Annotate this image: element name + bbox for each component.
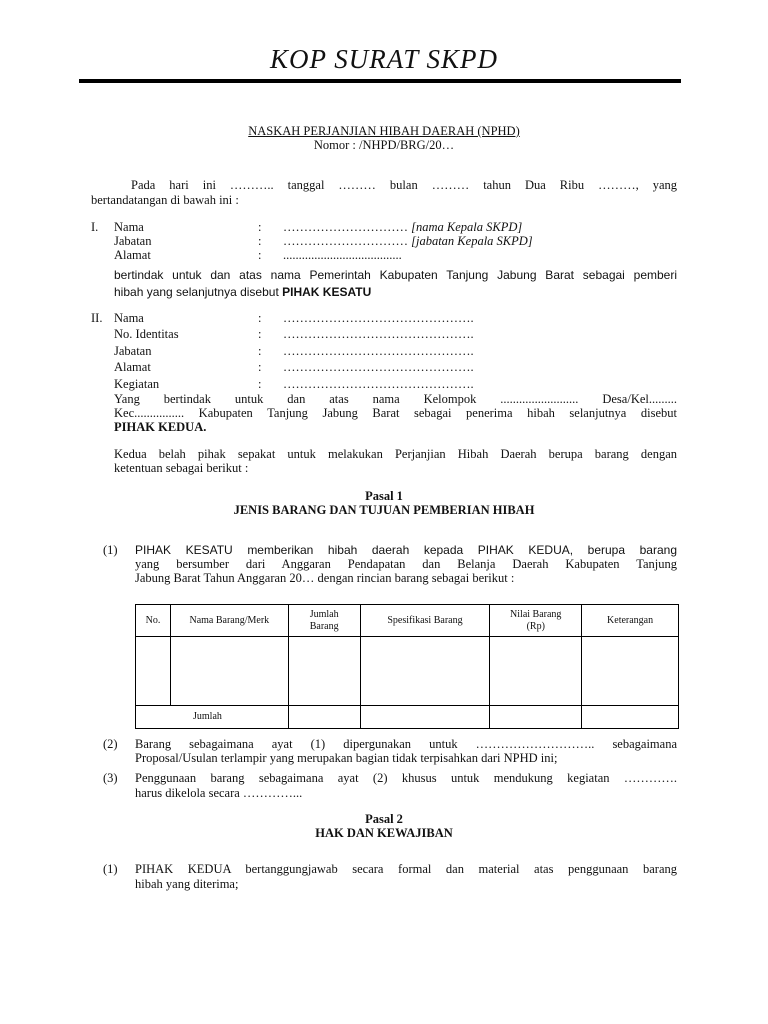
letterhead-rule: [79, 79, 681, 83]
party2-alamat-label: Alamat: [114, 360, 151, 374]
col-header-no: No.: [136, 605, 171, 637]
party1-name-value: ………………………… [nama Kepala SKPD]: [283, 220, 523, 234]
party2-identitas-sep: :: [258, 327, 262, 341]
table-cell: [582, 637, 679, 706]
party1-role: PIHAK KESATU: [282, 285, 372, 299]
table-cell: [288, 637, 360, 706]
col-header-nama-barang: Nama Barang/Merk: [170, 605, 288, 637]
agreement-line-2: ketentuan sebagai berikut :: [114, 461, 249, 475]
table-cell: [360, 637, 490, 706]
table-cell: [360, 706, 490, 729]
party2-nama-label: Nama: [114, 311, 144, 325]
pasal2-item1-line-1: PIHAK KEDUA bertanggungjawab secara formal dan material atas penggunaan barang: [135, 862, 677, 876]
party1-jabatan-value: ………………………… [jabatan Kepala SKPD]: [283, 234, 533, 248]
col-header-keterangan: Keterangan: [582, 605, 679, 637]
party1-name-sep: :: [258, 220, 262, 234]
table-cell: [490, 706, 582, 729]
table-cell: [288, 706, 360, 729]
party2-identitas-label: No. Identitas: [114, 327, 179, 341]
party2-alamat-sep: :: [258, 360, 262, 374]
party2-kegiatan-sep: :: [258, 377, 262, 391]
total-label: Jumlah: [193, 711, 222, 722]
party2-number: II.: [91, 311, 103, 325]
pasal1-item1-line-3: Jabung Barat Tahun Anggaran 20… dengan rincian barang sebagai berikut :: [135, 571, 515, 585]
pasal2-item1-number: (1): [103, 862, 118, 876]
party2-identitas-value: ……………………………………….: [283, 327, 474, 341]
party1-alamat-sep: :: [258, 248, 262, 262]
pasal2-subheading: HAK DAN KEWAJIBAN: [315, 826, 453, 840]
party1-jabatan-sep: :: [258, 234, 262, 248]
total-label-cell: [136, 706, 289, 729]
party2-jabatan-sep: :: [258, 344, 262, 358]
pasal1-item3-number: (3): [103, 771, 118, 785]
party1-alamat-value: ......................................: [283, 248, 402, 262]
pasal1-item2-line-1: Barang sebagaimana ayat (1) dipergunakan untuk ……………………….. sebagaimana: [135, 737, 677, 751]
pasal1-item1-line-2: yang bersumber dari Anggaran Pendapatan dan Belanja Daerah Kabupaten Tanjung: [135, 557, 677, 571]
party2-jabatan-value: ……………………………………….: [283, 344, 474, 358]
party1-name-label: Nama: [114, 220, 144, 234]
party2-nama-sep: :: [258, 311, 262, 325]
party2-role: PIHAK KEDUA.: [114, 420, 207, 434]
pasal1-item1-line-1: PIHAK KESATU memberikan hibah daerah kepada PIHAK KEDUA, berupa barang: [135, 543, 677, 557]
goods-table-header-row: [136, 605, 679, 637]
party1-jabatan-label: Jabatan: [114, 234, 152, 248]
party2-nama-value: ……………………………………….: [283, 311, 474, 325]
party2-alamat-value: ……………………………………….: [283, 360, 474, 374]
agreement-line-1: Kedua belah pihak sepakat untuk melakukan Perjanjian Hibah Daerah berupa barang dengan: [114, 447, 677, 461]
pasal2-item1-line-2: hibah yang diterima;: [135, 877, 239, 891]
pasal1-item2-number: (2): [103, 737, 118, 751]
pasal1-item3-line-2: harus dikelola secara …………...: [135, 786, 303, 800]
opening-line-1: Pada hari ini ……….. tanggal ……… bulan ……… tahun Dua Ribu ………, yang: [131, 178, 677, 192]
table-cell: [490, 637, 582, 706]
party1-number: I.: [91, 220, 99, 234]
document-title: NASKAH PERJANJIAN HIBAH DAERAH (NPHD): [248, 124, 520, 138]
party1-jabatan-note: [jabatan Kepala SKPD]: [411, 234, 533, 248]
col-header-spesifikasi: Spesifikasi Barang: [360, 605, 490, 637]
goods-table-row: [136, 637, 679, 706]
col-header-jumlah-barang: Jumlah Barang: [288, 605, 360, 637]
pasal1-item1-number: (1): [103, 543, 118, 557]
party2-kegiatan-value: ……………………………………….: [283, 377, 474, 391]
pasal2-heading: Pasal 2: [365, 812, 403, 826]
pasal1-item2-line-2: Proposal/Usulan terlampir yang merupakan bagian tidak terpisahkan dari NPHD ini;: [135, 751, 558, 765]
party2-desc-line-1: Yang bertindak untuk dan atas nama Kelompok ......................... Desa/Kel.........: [114, 392, 677, 406]
pasal1-item3-line-1: Penggunaan barang sebagaimana ayat (2) khusus untuk mendukung kegiatan ………….: [135, 771, 677, 785]
col-header-nilai-barang: Nilai Barang (Rp): [490, 605, 582, 637]
opening-line-2: bertandatangan di bawah ini :: [91, 193, 239, 207]
table-cell: [136, 637, 171, 706]
pasal1-heading: Pasal 1: [365, 489, 403, 503]
goods-table: [135, 604, 679, 729]
table-cell: [170, 637, 288, 706]
party1-name-note: [nama Kepala SKPD]: [411, 220, 523, 234]
pasal1-subheading: JENIS BARANG DAN TUJUAN PEMBERIAN HIBAH: [233, 503, 535, 517]
party1-desc-line-2: hibah yang selanjutnya disebut PIHAK KESATU: [114, 285, 372, 299]
party2-desc-line-2: Kec................ Kabupaten Tanjung Jabung Barat sebagai penerima hibah selanjutnya disebut: [114, 406, 677, 420]
goods-table-total-row: [136, 706, 679, 729]
table-cell: [582, 706, 679, 729]
party1-desc-line-1: bertindak untuk dan atas nama Pemerintah Kabupaten Tanjung Jabung Barat sebagai pemberi: [114, 268, 677, 282]
document-number: Nomor : /NHPD/BRG/20…: [313, 138, 455, 152]
party2-jabatan-label: Jabatan: [114, 344, 152, 358]
letterhead-title: KOP SURAT SKPD: [269, 44, 499, 74]
party1-alamat-label: Alamat: [114, 248, 151, 262]
party2-kegiatan-label: Kegiatan: [114, 377, 160, 391]
